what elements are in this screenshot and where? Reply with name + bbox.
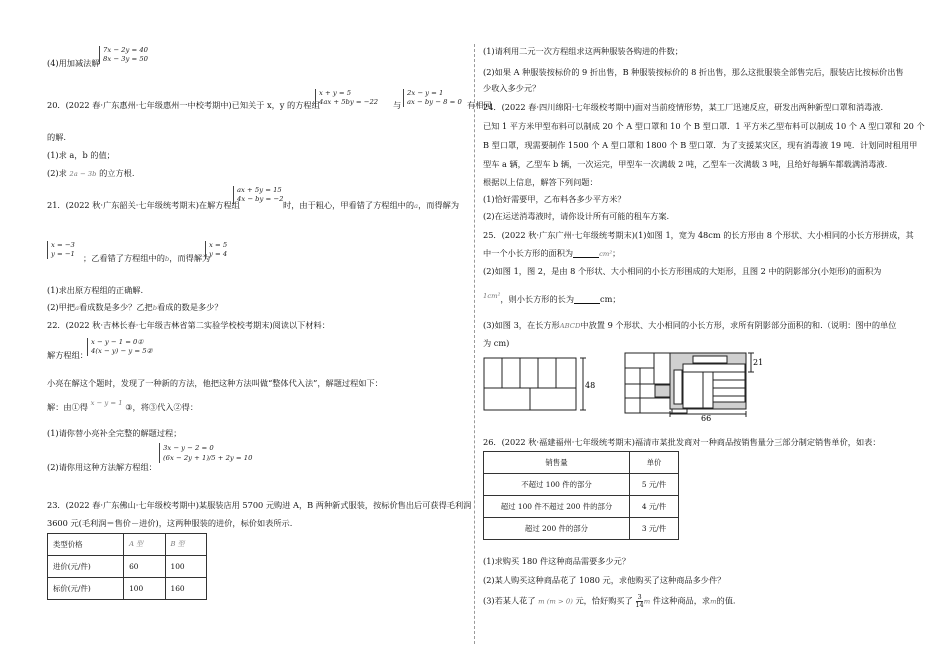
equation: y = 4 (209, 250, 228, 258)
q25-line5 (483, 320, 896, 330)
q20-cont: 的解. (47, 132, 66, 142)
q20-system-2 (403, 89, 462, 107)
q25-line4-c: cm； (600, 294, 621, 304)
table-cell: 超过 200 件的部分 (484, 518, 630, 540)
q21-part2-c: 看成的数是多少？ (157, 302, 223, 312)
equation: x + y = 5 (319, 89, 352, 97)
table-row (484, 496, 679, 518)
q26-part3 (483, 594, 736, 609)
q25-line2-c: ； (612, 248, 621, 258)
equation: ax − by − 8 = 0 (407, 98, 462, 106)
q22-step-b: ③，将③代入②得： (125, 402, 199, 412)
q26-m: m (643, 597, 651, 606)
q25-area: 1cm² (483, 292, 501, 300)
q26-part1: (1)求购买 180 件这种商品需要多少元？ (483, 556, 631, 566)
q26-part3-a: (3)若某人花了 (483, 595, 536, 606)
table-cell: 100 (124, 578, 165, 600)
q26-part2: (2)某人购买这种商品花了 1080 元，求他购买了这种商品多少件？ (483, 575, 726, 585)
q20-system-1 (315, 89, 378, 107)
equation: 3x − y − 2 = 0 (163, 444, 214, 452)
q22-para: 小亮在解这个题时，发现了一种新的方法，他把这种方法叫做“整体代入法”，解题过程如下： (47, 378, 383, 388)
q22-system-2 (159, 443, 252, 463)
q25-line6: 为 cm) (483, 338, 510, 348)
table-cell: 单价 (630, 452, 679, 474)
q23-part1: (1)请利用二元一次方程组求这两种服装各购进的件数； (483, 46, 683, 56)
table-cell: 3 元/件 (630, 518, 679, 540)
q26-part3-c: 件这种商品，求 (652, 595, 711, 606)
q20-part1: (1)求 a，b 的值； (47, 150, 115, 160)
q22-step-a: 解：由①得 (47, 402, 88, 412)
q25-abcd: ABCD (559, 322, 581, 330)
table-row (484, 518, 679, 540)
table-row (484, 452, 679, 474)
q24-line3: B 型口罩，现需要制作 1500 个 A 型口罩和 1800 个 B 型口罩．为了支援某灾区，现有消毒液 19 吨．计划同时租用甲 (483, 140, 918, 150)
q24-part1: (1)恰好需要甲，乙布料各多少平方米？ (483, 194, 626, 204)
answer-blank (574, 295, 600, 304)
q24-line4: 型车 a 辆，乙型车 b 辆，一次运完，甲型车一次满载 2 吨，乙型车一次满载 3 吨，且给好每辆车都载满消毒液. (483, 159, 888, 169)
table-cell: B 型 (165, 534, 206, 556)
table-cell: 160 (165, 578, 206, 600)
q25-line4-b: ，则小长方形的长为 (500, 294, 575, 304)
q21-b: b (164, 255, 170, 263)
equation: 4x − by = −2 (237, 195, 284, 203)
equation: (6x − 2y + 1)/5 + 2y = 10 (163, 454, 253, 462)
answer-blank (573, 249, 599, 258)
q25-line5-a: (3)如图 3，在长方形 (483, 320, 560, 330)
fig3-height-label: 21 (753, 358, 764, 367)
table-row (48, 578, 207, 600)
q23-cont: 3600 元(毛利润＝售价－进价)，这两种服装的进价，标价如表所示. (47, 518, 293, 528)
equation: 4(x − y) − y = 5② (91, 347, 153, 355)
q25-line4 (483, 294, 621, 304)
q25-line5-b: 中放置 9 个形状、大小相同的小长方形，求所有阴影部分面积的和.（说明：图中的单位 (580, 320, 897, 330)
q21-b-ref: b (152, 304, 158, 312)
equation: 2x − y = 1 (407, 89, 444, 97)
column-divider (474, 44, 475, 644)
table-cell: 5 元/件 (630, 474, 679, 496)
q21-a: a (414, 202, 419, 210)
q19-4-system (99, 46, 148, 64)
table-cell: 销售量 (484, 452, 630, 474)
equation: x = −3 (51, 241, 75, 249)
q26-part3-b: 元，恰好购买了 (575, 595, 633, 606)
q20-tail: 有相同 (467, 100, 492, 110)
q25-text: 25．(2022 秋·广东广州·七年级统考期末)(1)如图 1，宽为 48cm 的长方形由 8 个形状、大小相同的小长方形拼成，其 (483, 230, 914, 240)
q20-part2-prefix: (2)求 (47, 168, 67, 178)
q24-line2: 已知 1 平方米甲型布料可以制成 20 个 A 型口罩和 10 个 B 型口罩．1 平方米乙型布料可以制成 10 个 A 型口罩和 20 个 (483, 121, 925, 131)
q24-line5: 根据以上信息，解答下列问题： (483, 177, 598, 187)
q22-step (47, 399, 199, 412)
fig1-height-label: 48 (585, 381, 596, 390)
q26-table (483, 451, 679, 540)
figure-1 (483, 354, 603, 414)
table-row (484, 474, 679, 496)
table-cell: 60 (124, 556, 165, 578)
q25-line2 (483, 248, 620, 258)
q26-m-expr: m (m > 0) (538, 597, 573, 606)
q21-solution-1 (47, 241, 75, 259)
q25-line3: (2)如图 1，图 2，是由 8 个形状、大小相同的小长方形围成的大矩形，且图 2 中的阴影部分(小矩形)的面积为 (483, 266, 882, 276)
table-row (48, 556, 207, 578)
fig3-width-label: 66 (701, 414, 712, 422)
q22-step-eq: x − y = 1 (90, 399, 123, 407)
q21-tail (283, 200, 459, 210)
table-cell: 不超过 100 件的部分 (484, 474, 630, 496)
q21-mid-text: ；乙看错了方程组中的 (83, 253, 165, 263)
table-cell: 进价(元/件) (48, 556, 124, 578)
q26-m-2: m (710, 597, 717, 606)
q24-text: 24．(2022 春·四川绵阳·七年级校考期中)面对当前疫情形势，某工厂迅速反应，研发出两种新型口罩和消毒液. (483, 102, 884, 112)
equation: 7x − 2y = 40 (103, 46, 149, 54)
equation: x − y − 1 = 0① (91, 338, 144, 346)
q22-system (87, 338, 153, 356)
q19-4-prefix: (4)用加减法解 (47, 58, 100, 68)
q23-text: 23．(2022 春·广东佛山·七年级校考期中)某服装店用 5700 元购进 A，B 两种新式服装，按标价售出后可获得毛利润 (47, 500, 472, 510)
q20-part2-expr: 2a − 3b (69, 170, 97, 178)
q21-mid-text-2: ，而得解为 (169, 253, 211, 263)
table-cell: 4 元/件 (630, 496, 679, 518)
q21-part1: (1)求出原方程组的正确解. (47, 285, 144, 295)
q25-line2-a: 中一个小长方形的面积为 (483, 248, 574, 258)
q22-part2: (2)请你用这种方法解方程组： (47, 462, 157, 472)
q21-part2-a: (2)甲把 (47, 302, 75, 312)
q20-part2 (47, 168, 134, 178)
q21-tail-text-2: ，而得解为 (418, 200, 460, 210)
q21-part2-b: 看成数是多少？乙把 (79, 302, 153, 312)
q20-part2-suffix: 的立方根. (99, 168, 135, 178)
q26-fraction (635, 594, 643, 609)
table-cell: 类型价格 (48, 534, 124, 556)
q26-part3-d: 的值. (716, 595, 736, 606)
q21-solution-2 (205, 241, 227, 259)
q21-part2 (47, 302, 223, 312)
fraction-denominator: 14 (635, 601, 644, 609)
table-cell: 100 (165, 556, 206, 578)
table-row (48, 534, 207, 556)
equation: 8x − 3y = 50 (103, 55, 149, 63)
q22-part1: (1)请你替小亮补全完整的解题过程； (47, 428, 182, 438)
table-cell: A 型 (124, 534, 165, 556)
table-cell: 标价(元/件) (48, 578, 124, 600)
q23-part2-cont: 少收入多少元？ (483, 83, 541, 93)
equation: ax + 5y = 15 (237, 186, 282, 194)
q20-mid: 与 (393, 100, 402, 110)
q21-text: 21．(2022 秋·广东韶关·七年级统考期末)在解方程组 (47, 200, 240, 210)
q20-text: 20．(2022 春·广东惠州·七年级惠州一中校考期中)已知关于 x，y 的方程组 (47, 100, 320, 110)
fraction-numerator: 3 (637, 593, 642, 601)
q23-part2: (2)如果 A 种服装按标价的 9 折出售，B 种服装按标价的 8 折出售，那么这批服装全部售完后，服装店比按标价出售 (483, 67, 904, 77)
table-cell: 超过 100 件不超过 200 件的部分 (484, 496, 630, 518)
q22-text: 22．(2022 秋·吉林长春·七年级吉林省第二实验学校校考期末)阅读以下材料： (47, 320, 330, 330)
equation: x = 5 (209, 241, 228, 249)
equation: y = −1 (51, 250, 75, 258)
q21-tail-text: 时，由于粗心，甲看错了方程组中的 (283, 200, 415, 210)
q25-unit: cm² (599, 250, 613, 258)
q21-mid (83, 253, 210, 263)
q21-a-ref: a (74, 304, 80, 312)
q26-text: 26．(2022 秋·福建福州·七年级统考期末)福清市某批发商对一种商品按销售量分三部分制定销售单价，如表： (483, 437, 881, 447)
q22-solve-label: 解方程组： (47, 350, 88, 360)
q21-system (233, 186, 283, 204)
figure-3 (669, 352, 769, 422)
equation: 4ax + 5by = −22 (319, 98, 379, 106)
q24-part2: (2)在运送消毒液时，请你设计所有可能的租车方案. (483, 211, 670, 221)
q23-table (47, 533, 207, 600)
